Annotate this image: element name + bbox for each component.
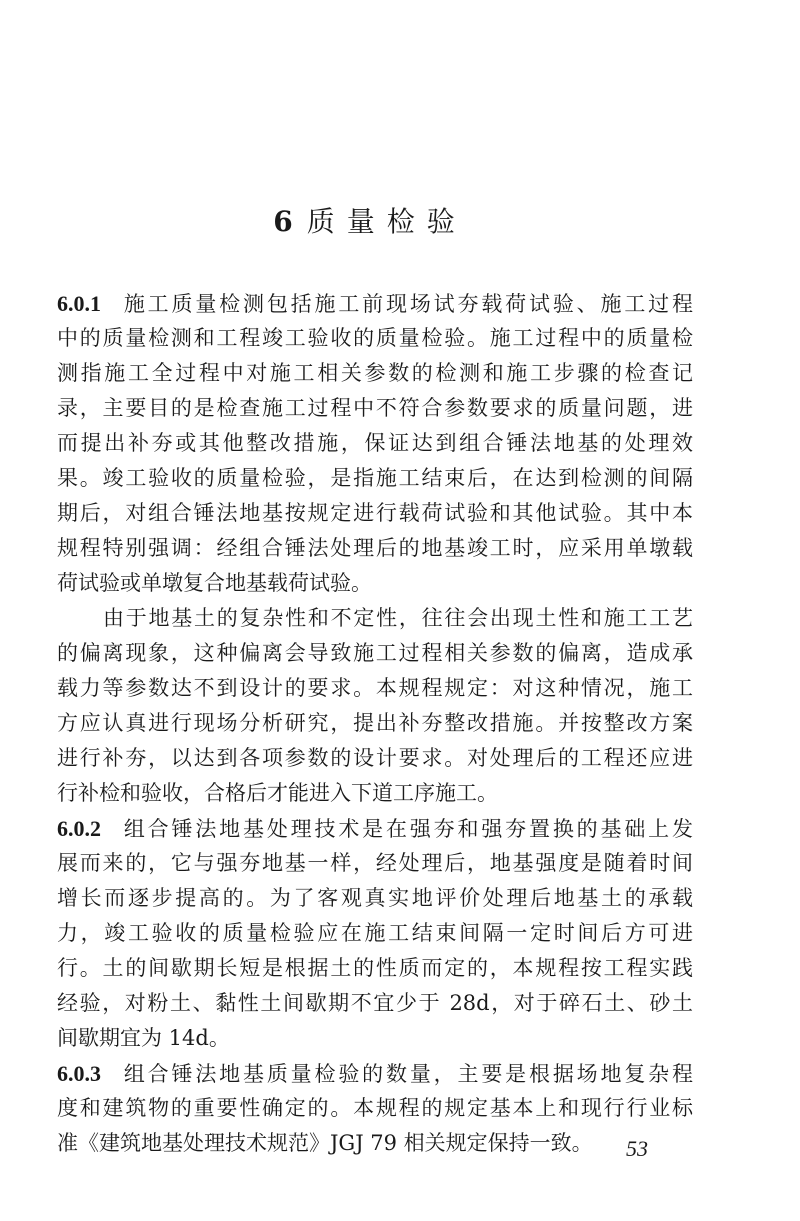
text-line — [57, 391, 693, 426]
text-line — [57, 671, 693, 706]
line-text: 的偏离现象，这种偏离会导致施工过程相关参数的偏离，造成承 — [57, 641, 693, 665]
clause-number: 6.0.3 — [57, 1061, 101, 1086]
line-text: 果。竣工验收的质量检验，是指施工结束后，在达到检测的间隔 — [57, 466, 693, 490]
page-number: 53 — [626, 1136, 648, 1161]
text-line — [57, 1056, 693, 1091]
line-text: 组合锤法地基质量检验的数量，主要是根据场地复杂程 — [121, 1062, 693, 1086]
text-line — [57, 636, 693, 671]
text-line — [57, 776, 693, 811]
line-text: 由于地基土的复杂性和不定性，往往会出现土性和施工工艺 — [103, 606, 693, 630]
line-text: 录，主要目的是检查施工过程中不符合参数要求的质量问题，进 — [57, 396, 693, 420]
line-text: 准《建筑地基处理技术规范》JGJ 79 相关规定保持一致。 — [57, 1131, 593, 1155]
text-line — [57, 986, 693, 1021]
line-text: 经验，对粉土、黏性土间歇期不宜少于 28d，对于碎石土、砂土 — [57, 991, 693, 1015]
text-line — [57, 426, 693, 461]
line-text: 载力等参数达不到设计的要求。本规程规定：对这种情况，施工 — [57, 676, 693, 700]
chapter-title: 质量检验 — [306, 205, 467, 238]
line-text: 荷试验或单墩复合地基载荷试验。 — [57, 571, 372, 595]
line-text: 间歇期宜为 14d。 — [57, 1026, 230, 1050]
text-line — [57, 356, 693, 391]
line-text: 而提出补夯或其他整改措施，保证达到组合锤法地基的处理效 — [57, 431, 693, 455]
line-text: 行补检和验收，合格后才能进入下道工序施工。 — [57, 781, 498, 805]
body-text — [57, 286, 693, 1161]
text-line — [57, 741, 693, 776]
text-line — [57, 1126, 693, 1161]
text-line — [57, 1091, 693, 1126]
line-text: 进行补夯，以达到各项参数的设计要求。对处理后的工程还应进 — [57, 746, 693, 770]
clause-number: 6.0.2 — [57, 816, 101, 841]
chapter-heading — [0, 200, 740, 240]
line-text: 展而来的，它与强夯地基一样，经处理后，地基强度是随着时间 — [57, 851, 693, 875]
line-text: 增长而逐步提高的。为了客观真实地评价处理后地基土的承载 — [57, 886, 693, 910]
chapter-number: 6 — [273, 205, 293, 238]
text-line — [57, 951, 693, 986]
text-line — [57, 321, 693, 356]
line-text: 测指施工全过程中对施工相关参数的检测和施工步骤的检查记 — [57, 361, 693, 385]
text-line — [57, 846, 693, 881]
text-line — [57, 881, 693, 916]
text-line — [57, 286, 693, 321]
text-line — [57, 601, 693, 636]
text-line — [57, 811, 693, 846]
text-line — [57, 1021, 693, 1056]
line-text: 度和建筑物的重要性确定的。本规程的规定基本上和现行行业标 — [57, 1096, 693, 1120]
text-line — [57, 461, 693, 496]
text-line — [57, 496, 693, 531]
line-text: 中的质量检测和工程竣工验收的质量检验。施工过程中的质量检 — [57, 326, 693, 350]
line-text: 力，竣工验收的质量检验应在施工结束间隔一定时间后方可进 — [57, 921, 693, 945]
clause-number: 6.0.1 — [57, 291, 101, 316]
line-text: 方应认真进行现场分析研究，提出补夯整改措施。并按整改方案 — [57, 711, 693, 735]
line-text: 规程特别强调：经组合锤法处理后的地基竣工时，应采用单墩载 — [57, 536, 693, 560]
text-line — [57, 531, 693, 566]
text-line — [57, 566, 693, 601]
line-text: 期后，对组合锤法地基按规定进行载荷试验和其他试验。其中本 — [57, 501, 693, 525]
line-text: 施工质量检测包括施工前现场试夯载荷试验、施工过程 — [121, 292, 693, 316]
line-text: 行。土的间歇期长短是根据土的性质而定的，本规程按工程实践 — [57, 956, 693, 980]
text-line — [57, 916, 693, 951]
text-line — [57, 706, 693, 741]
line-text: 组合锤法地基处理技术是在强夯和强夯置换的基础上发 — [121, 817, 693, 841]
